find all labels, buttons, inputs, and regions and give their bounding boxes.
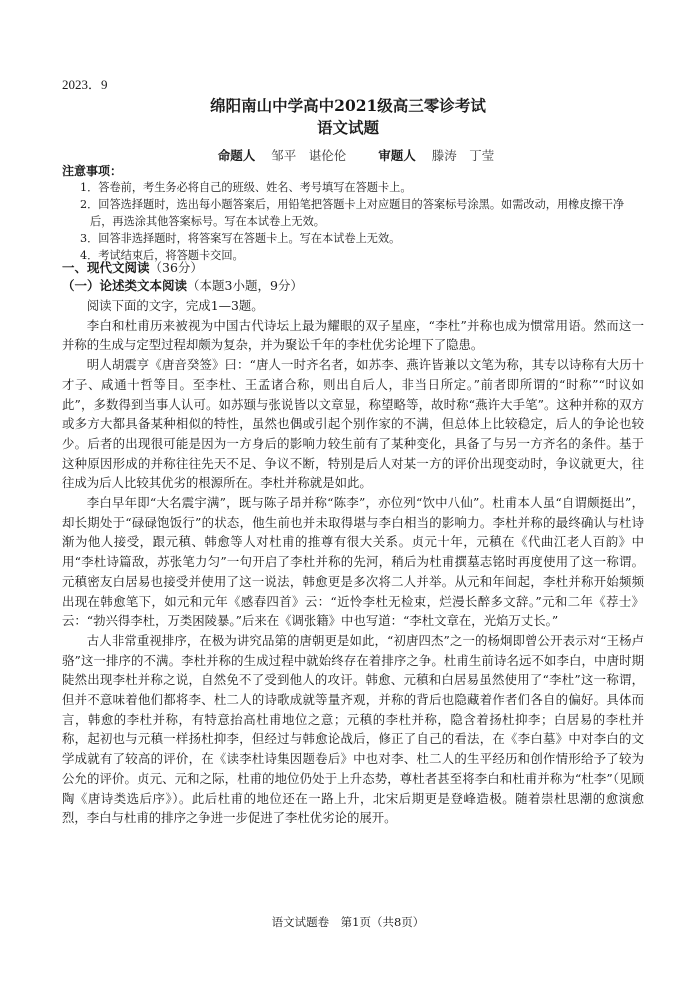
reviewer-label: 审题人 xyxy=(378,148,416,163)
passage-body xyxy=(62,296,644,828)
exam-title: 绵阳南山中学高中2021级高三零诊考试 xyxy=(210,96,486,115)
notice-item: 1．答卷前，考生务必将自己的班级、姓名、考号填写在答题卡上。 xyxy=(80,181,412,194)
page-footer: 语文试题卷 第1页（共8页） xyxy=(271,915,425,929)
passage-paragraph: 古人非常重视排序，在极为讲究品第的唐朝更是如此，“初唐四杰”之一的杨炯即曾公开表示对“王杨卢骆”这一排序的不满。李杜并称的生成过程中就始终存在着排序之争。杜甫生前诗名远不如李白，中唐时期陡然出现李杜并称之说，自然免不了受到他人的攻讦。韩愈、元稹和白居易虽然使用了“李杜”这一称谓，但并不意味着他们都将李、杜二人的诗歌成就等量齐观，并称的背后也隐藏着作者们各自的偏好。具体而言，韩愈的李杜并称，有特意抬高杜甫地位之意；元稹的李杜并称，隐含着扬杜抑李；白居易的李杜并称，起初也与元稹一样扬杜抑李，但经过与韩愈论战后，修正了自己的看法，在《李白墓》中对李白的文学成就有了较高的评价，在《读李杜诗集因题卷后》中也对李、杜二人的生平经历和创作情形给予了较为公允的评价。贞元、元和之际，杜甫的地位仍处于上升态势，尊杜者甚至将李白和杜甫并称为“杜李”（见顾陶《唐诗类选后序》）。此后杜甫的地位还在一路上升，北宋后期更是登峰造极。随着崇杜思潮的愈演愈烈，李白与杜甫的排序之争进一步促进了李杜优劣论的展开。 xyxy=(62,632,644,826)
notice-item: 4．考试结束后，将答题卡交回。 xyxy=(80,249,244,262)
notice-item: 2．回答选择题时，选出每小题答案后，用铅笔把答题卡上对应题目的答案标号涂黑。如需改动，用橡皮擦干净后，再选涂其他答案标号。写在本试卷上无效。 xyxy=(80,198,625,228)
notice-item: 3．回答非选择题时，将答案写在答题卡上。写在本试卷上无效。 xyxy=(80,232,401,245)
section-title: 一、现代文阅读 xyxy=(62,260,150,275)
author-names: 邹平 谌伦伦 xyxy=(271,148,347,163)
reviewer-names: 滕涛 丁莹 xyxy=(431,148,495,163)
passage-paragraph: 明人胡震亨《唐音癸签》曰：“唐人一时齐名者，如苏李、燕许皆兼以文笔为称，其专以诗称有大历十才子、咸通十哲等目。至李杜、王孟诸合称，则出自后人，非当日所定。”前者即所谓的“时称”“时议如此”，多数得到当事人认可。如苏颋与张说皆以文章显，称望略等，故时称“燕许大手笔”。这种并称的双方或多方大都具备某种相似的特性，虽然也偶或引起个别作家的不满，但总体上比较稳定，后人的争论也较少。后者的出现很可能是因为一方身后的影响力较生前有了某种变化，具备了与另一方齐名的条件。基于这种原因形成的并称往往先天不足、争议不断，特别是后人对某一方的评价出现变动时，争议就更大，往往成为后人比较其优劣的根源所在。李杜并称就是如此。 xyxy=(62,357,644,491)
notice-heading: 注意事项： xyxy=(62,164,123,178)
passage-paragraph: 李白早年即“大名震宇满”，既与陈子昂并称“陈李”，亦位列“饮中八仙”。杜甫本人虽“自谓颇挺出”，却长期处于“碌碌饱饭行”的状态，他生前也并未取得堪与李白相当的影响力。李杜并称的最终确认与杜诗渐为他人接受，跟元稹、韩愈等人对杜甫的推尊有很大关系。贞元十年，元稹在《代曲江老人百韵》中用“李杜诗篇敌，苏张笔力匀”一句开启了李杜并称的先河，稍后为杜甫撰墓志铭时再度使用了这一称谓。元稹密友白居易也接受并使用了这一说法，韩愈更是多次将二人并举。从元和年间起，李杜并称开始频频出现在韩愈笔下，如元和元年《感春四首》云：“近怜李杜无检束，烂漫长醉多文辞。”元和二年《荐士》云：“勃兴得李杜，万类困陵暴。”后来在《调张籍》中也写道：“李杜文章在，光焰万丈长。” xyxy=(62,495,644,629)
notice-list xyxy=(62,179,642,264)
subsection-heading xyxy=(62,276,303,294)
section-heading xyxy=(62,258,203,276)
passage-instruction: 阅读下面的文字，完成1—3题。 xyxy=(86,298,264,313)
passage-paragraph: 李白和杜甫历来被视为中国古代诗坛上最为耀眼的双子星座，“李杜”并称也成为惯常用语。然而这一并称的生成与定型过程却颇为复杂，并为聚讼千年的李杜优劣论埋下了隐患。 xyxy=(62,317,644,353)
exam-date: 2023．9 xyxy=(62,77,108,92)
section-score: （36分） xyxy=(149,260,203,275)
exam-subtitle: 语文试题 xyxy=(316,118,379,137)
author-label: 命题人 xyxy=(217,148,256,163)
subsection-note: （本题3小题，9分） xyxy=(187,278,303,293)
subsection-title: （一）论述类文本阅读 xyxy=(62,278,188,293)
